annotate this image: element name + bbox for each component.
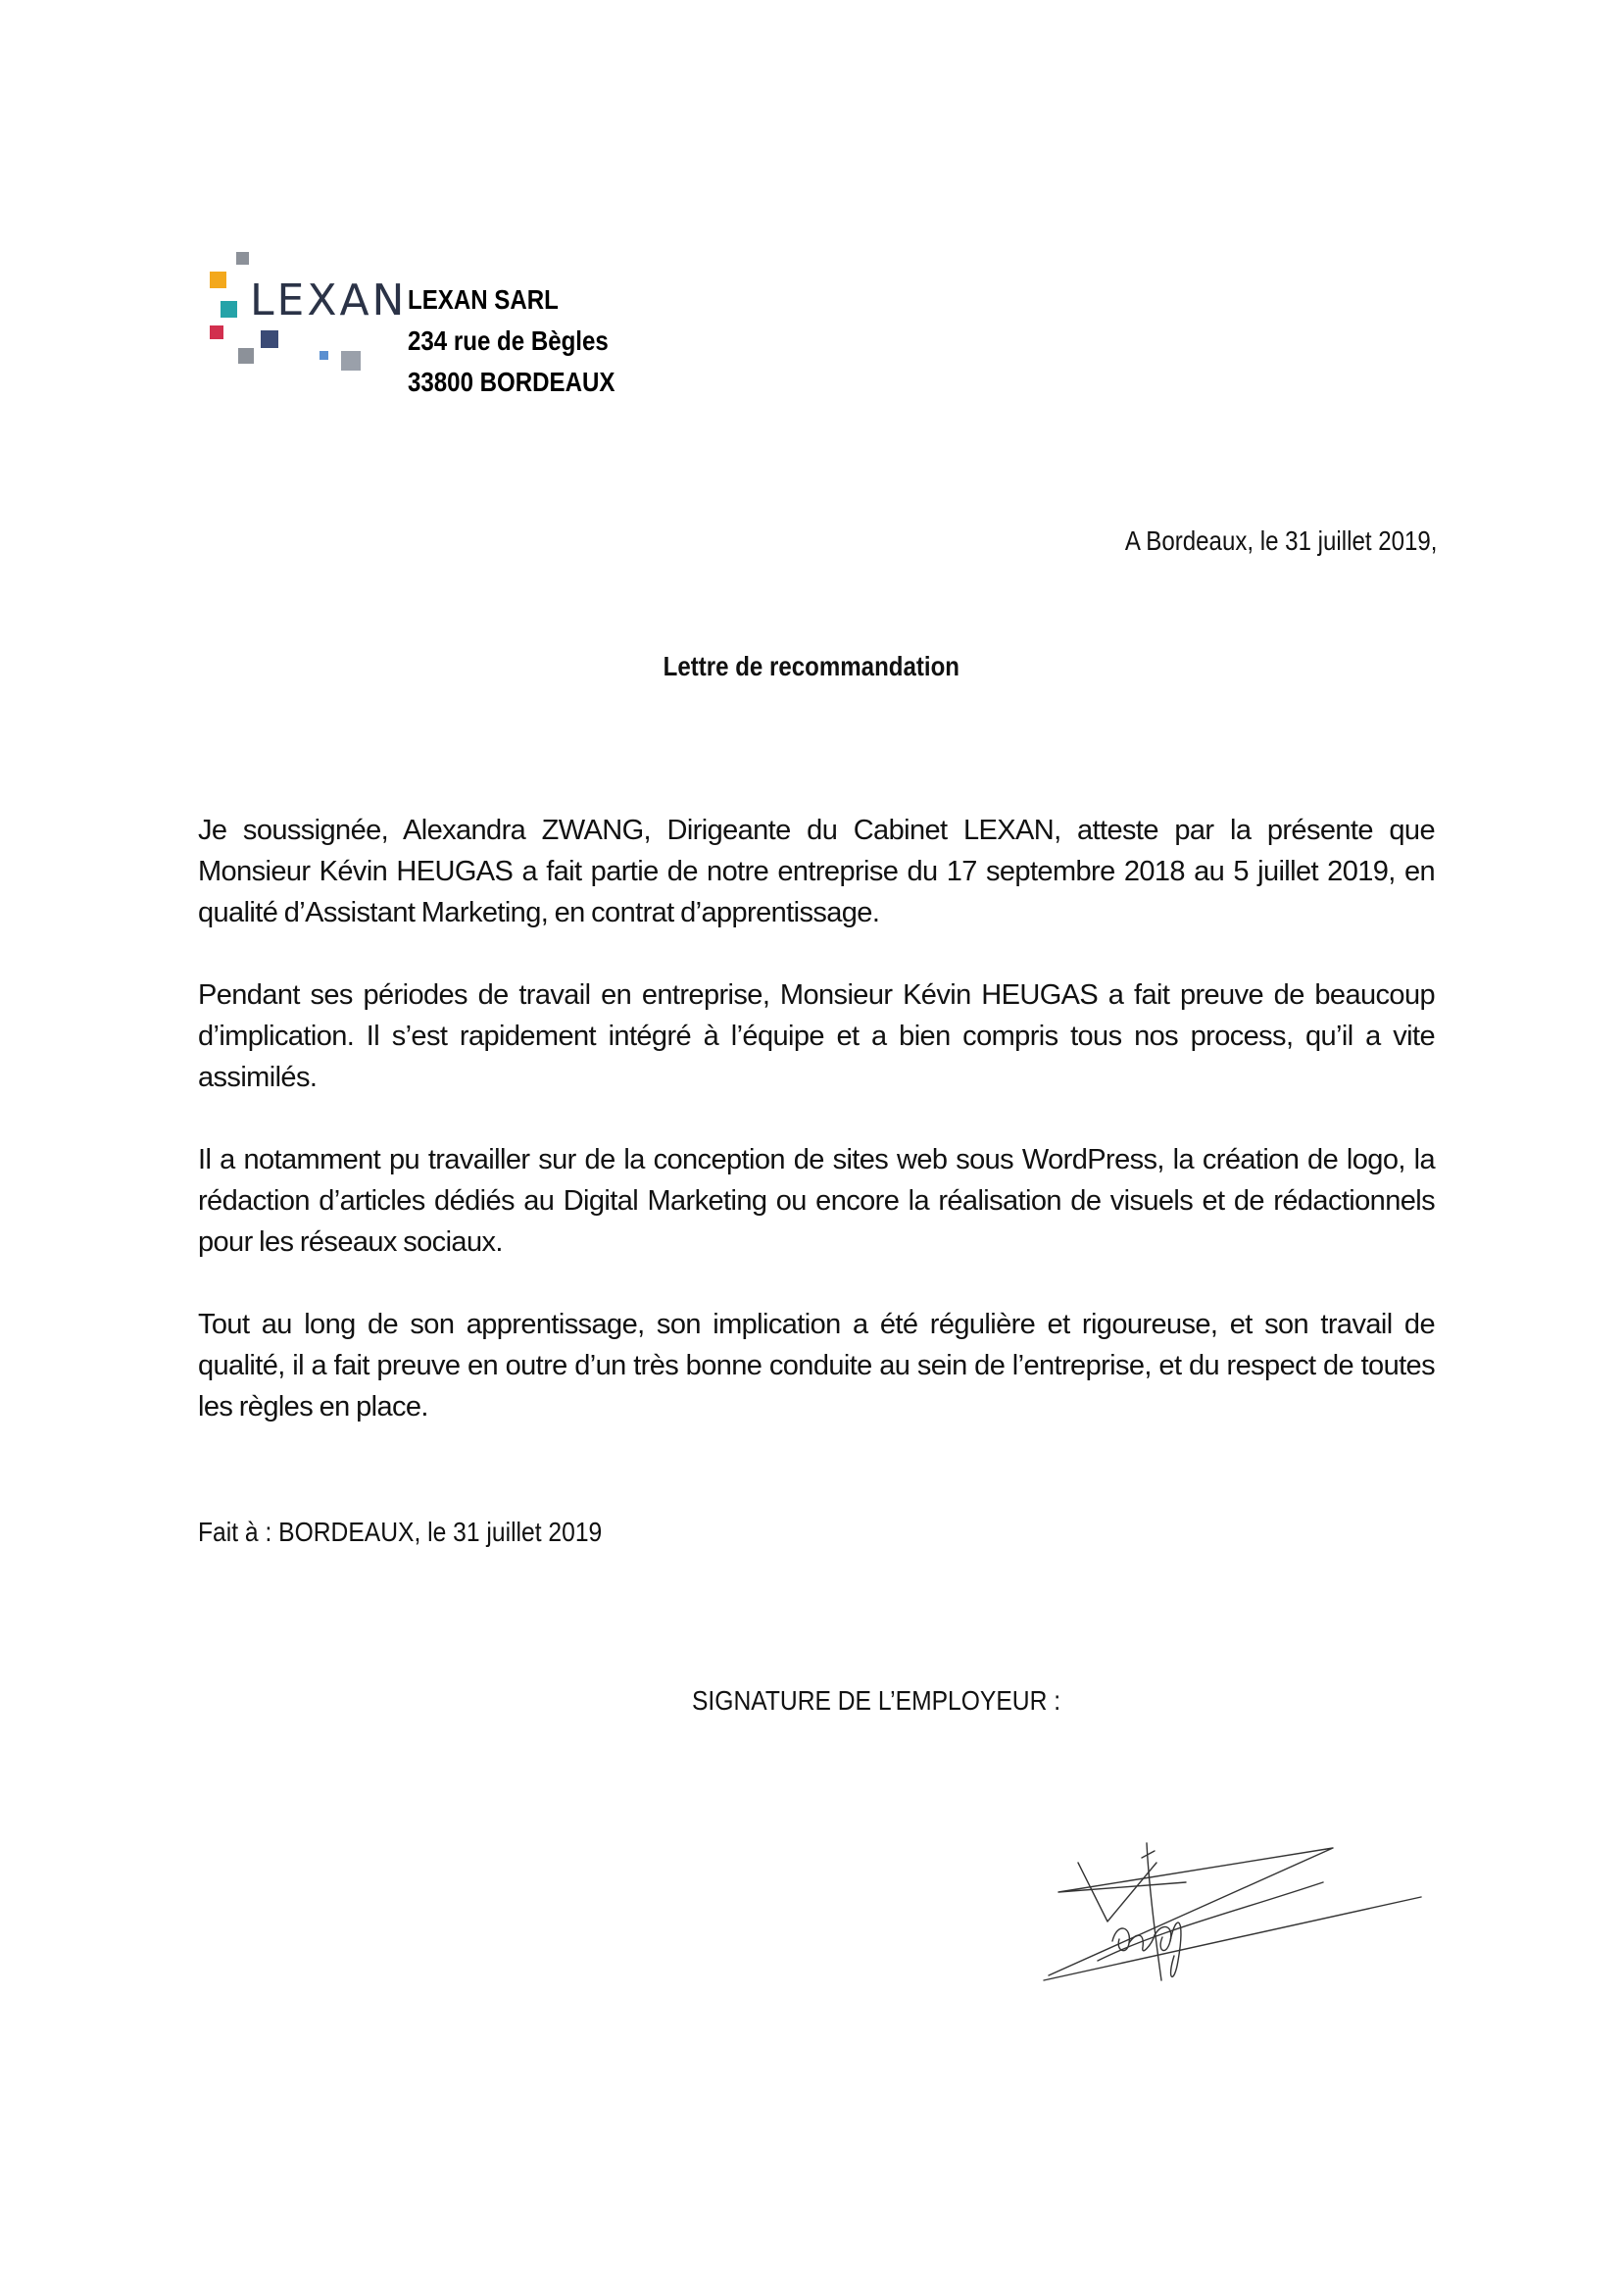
company-city: 33800 BORDEAUX: [408, 367, 615, 397]
company-name: LEXAN SARL: [408, 284, 559, 315]
company-address-block: [408, 279, 615, 403]
signature-label: SIGNATURE DE L’EMPLOYEUR :: [692, 1685, 1061, 1716]
company-street: 234 rue de Bègles: [408, 325, 609, 356]
letter-body: [198, 810, 1435, 1469]
paragraph-conclusion: Tout au long de son apprentissage, son implication a été régulière et rigoureuse, et son travail de qualité, il a fait preuve en outre d’un très bonne conduite au sein de l’entreprise, et du respect de toutes les règles en place.: [198, 1309, 1435, 1423]
fait-a-line: Fait à : BORDEAUX, le 31 juillet 2019: [198, 1517, 603, 1547]
logo-wordmark: LEXAN: [250, 275, 408, 325]
place-date: A Bordeaux, le 31 juillet 2019,: [1124, 525, 1437, 556]
paragraph-missions: Il a notamment pu travailler sur de la conception de sites web sous WordPress, la création de logo, la rédaction d’articles dédiés au Digital Marketing ou encore la réalisation de visuels et de rédactionnels pour les réseaux sociaux.: [198, 1144, 1435, 1258]
paragraph-attestation: Je soussignée, Alexandra ZWANG, Dirigeante du Cabinet LEXAN, atteste par la présente que Monsieur Kévin HEUGAS a fait partie de notre entreprise du 17 septembre 2018 au 5 juillet 2019, en qualité d’Assistant Marketing, en contrat d’apprentissage.: [198, 815, 1435, 928]
handwritten-signature: [1039, 1823, 1441, 1990]
letter-title-wrap: [0, 651, 1623, 682]
letter-title: Lettre de recommandation: [663, 651, 960, 681]
lexan-logo: [201, 250, 408, 377]
paragraph-implication: Pendant ses périodes de travail en entreprise, Monsieur Kévin HEUGAS a fait preuve de beaucoup d’implication. Il s’est rapidement intégré à l’équipe et a bien compris tous nos process, qu’il a vite assimilés.: [198, 979, 1435, 1093]
